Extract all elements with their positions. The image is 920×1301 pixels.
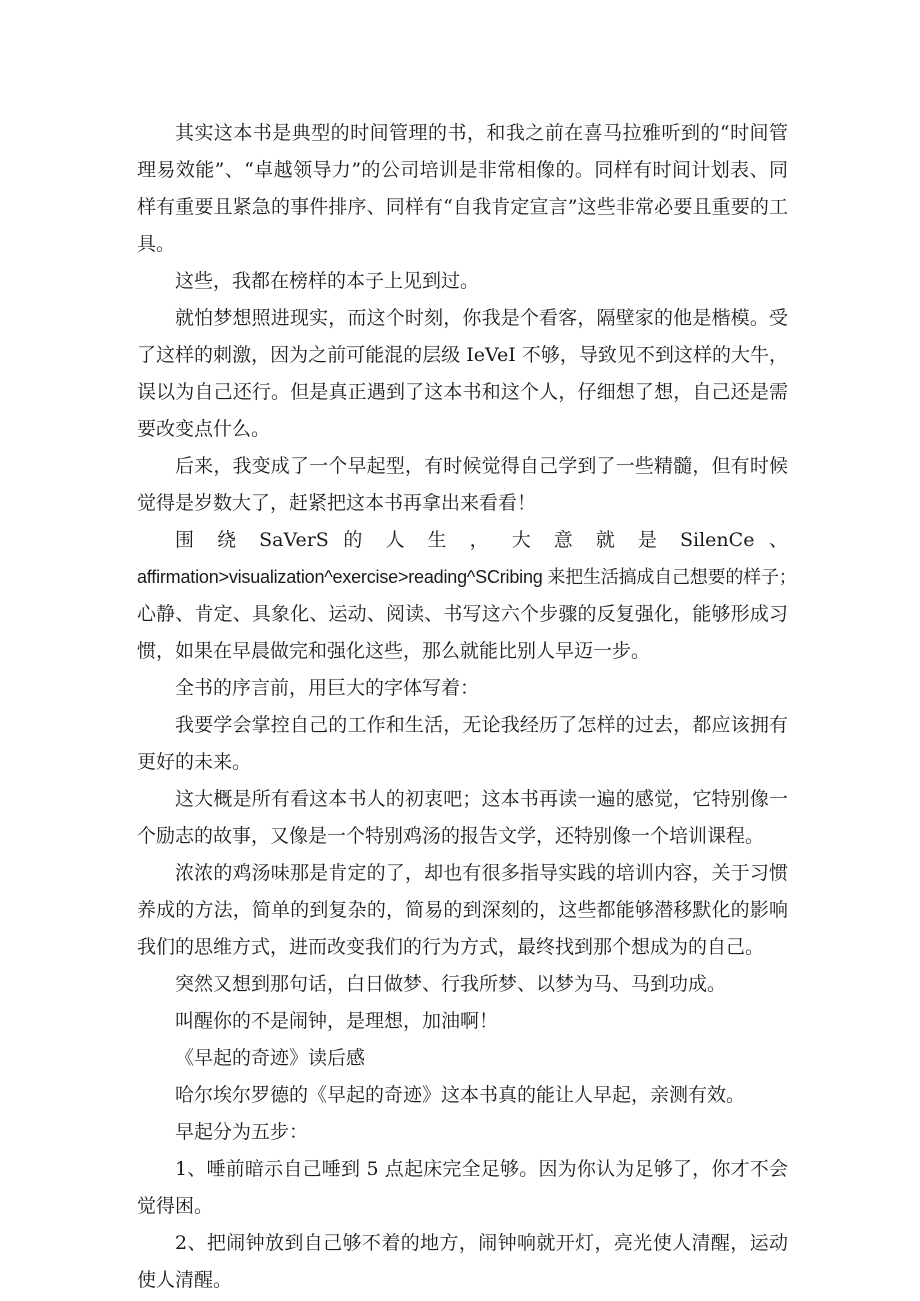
paragraph-time-management: 其实这本书是典型的时间管理的书，和我之前在喜马拉雅听到的“时间管理易效能”、“卓越领导力”的公司培训是非常相像的。同样有时间计划表、同样有重要且紧急的事件排序、同样有“自我肯定宣言”这些非常必要且重要的工具。	[137, 122, 788, 255]
paragraph-step-2: 2、把闹钟放到自己够不着的地方，闹钟响就开灯，亮光使人清醒，运动使人清醒。	[137, 1232, 788, 1291]
paragraph-five-steps: 早起分为五步：	[175, 1121, 309, 1143]
paragraph-step-1: 1、唾前暗示自己唾到 5 点起床完全足够。因为你认为足够了，你才不会觉得困。	[137, 1158, 788, 1217]
paragraph-dream-reality: 就怕梦想照进现实，而这个时刻，你我是个看客，隔壁家的他是楷模。受了这样的刺激，因为之前可能混的层级 IeVeI 不够，导致见不到这样的大牛，误以为自己还行。但是真正遇到了这本书和这个人，仔细想了想，自己还是需要改变点什么。	[137, 307, 788, 440]
section-title: 《早起的奇迹》读后感	[175, 1047, 366, 1069]
paragraph-daydream: 突然又想到那句话，白日做梦、行我所梦、以梦为马、马到功成。	[175, 973, 727, 995]
paragraph-book-intro: 哈尔埃尔罗德的《早起的奇迹》这本书真的能让人早起，亲测有效。	[175, 1084, 746, 1106]
paragraph-savers-list-line: affirmation>visualization^exercise>reading^SCribing 来把生活搞成自己想要的样子；	[137, 567, 797, 587]
paragraph-early-riser: 后来，我变成了一个早起型，有时候觉得自己学到了一些精髓，但有时候觉得是岁数大了，赶紧把这本书再拿出来看看！	[137, 455, 788, 514]
paragraph-quote: 我要学会掌控自己的工作和生活，无论我经历了怎样的过去，都应该拥有更好的未来。	[137, 714, 788, 773]
paragraph-preface: 全书的序言前，用巨大的字体写着：	[175, 677, 480, 699]
paragraph-chicken-soup: 浓浓的鸡汤味那是肯定的了，却也有很多指导实践的培训内容，关于习惯养成的方法，简单的到复杂的，简易的到深刻的，这些都能够潜移默化的影响我们的思维方式，进而改变我们的行为方式，最终找到那个想成为的自己。	[137, 862, 788, 958]
paragraph-role-model: 这些，我都在榜样的本子上见到过。	[175, 270, 480, 292]
paragraph-original-intent: 这大概是所有看这本书人的初衷吧；这本书再读一遍的感觉，它特别像一个励志的故事，又像是一个特别鸡汤的报告文学，还特别像一个培训课程。	[137, 788, 788, 847]
paragraph-six-steps: 心静、肯定、具象化、运动、阅读、书写这六个步骤的反复强化，能够形成习惯，如果在早晨做完和强化这些，那么就能比别人早迈一步。	[137, 603, 788, 662]
paragraph-savers-heading-line: 围 绕 SaVerS 的 人 生 ， 大 意 就 是 SilenCe 、	[175, 529, 788, 551]
document-body	[137, 115, 797, 1299]
paragraph-wake-up: 叫醒你的不是闹钟，是理想，加油啊！	[175, 1010, 499, 1032]
